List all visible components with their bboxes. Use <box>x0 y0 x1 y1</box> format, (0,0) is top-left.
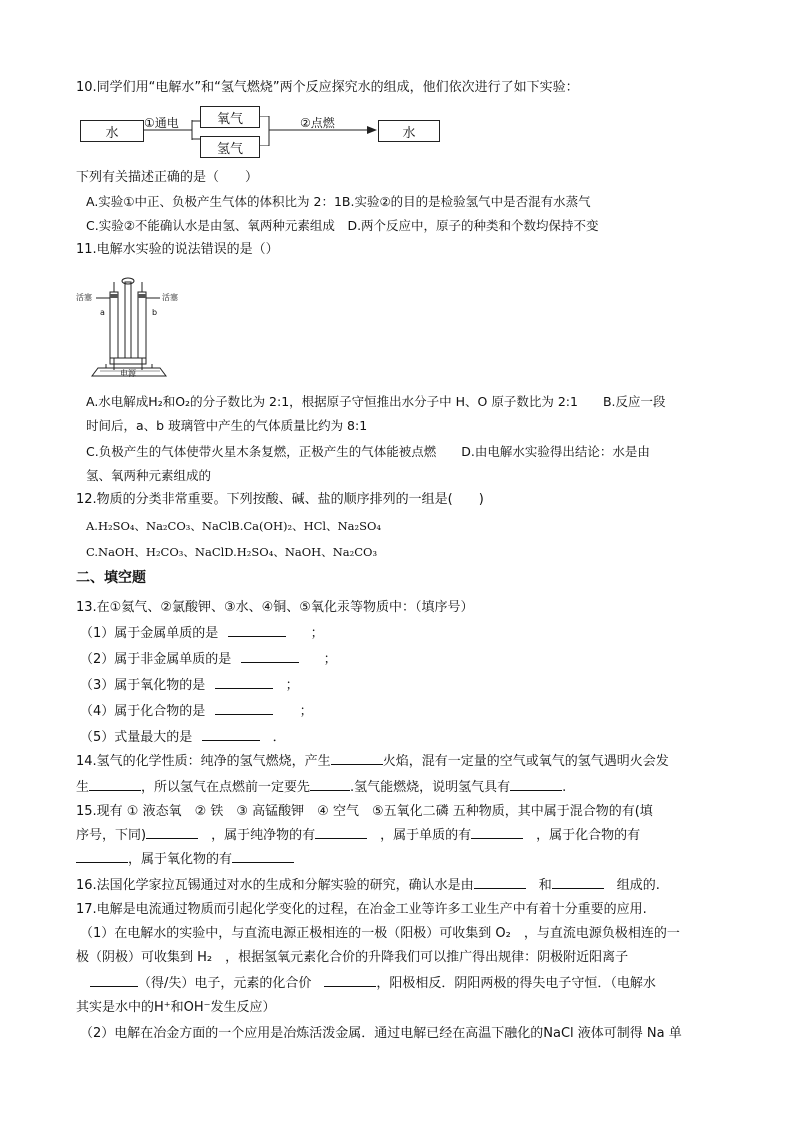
q10-option-d: D.两个反应中，原子的种类和个数均保持不变 <box>347 218 599 233</box>
q17-blank-electron[interactable] <box>90 972 138 987</box>
q14-blank-property[interactable] <box>510 776 562 791</box>
q13-sub5-text: （5）式量最大的是 <box>80 730 193 745</box>
q17-blank-valence[interactable] <box>324 972 376 987</box>
q13-sub4 <box>80 700 313 724</box>
q15-line3-text-b: ，属于氧化物的有 <box>128 852 233 867</box>
q14-line2-text-b: ，所以氢气在点燃前一定要先 <box>141 780 311 795</box>
q15-blank-element[interactable] <box>471 824 523 839</box>
q13-sub1 <box>80 622 324 646</box>
q17-line2: （1）在电解水的实验中，与直流电源正极相连的一极（阳极）可收集到 O₂ ，与直流电源负极相连的一 <box>80 926 680 941</box>
q16-line <box>76 874 726 898</box>
flow-oxygen-box <box>200 106 260 128</box>
q14-line2-text-a: 生 <box>76 780 90 795</box>
q10-option-a: A.实验①中正、负极产生气体的体积比为 2：1 <box>86 194 342 209</box>
q11-stem: 11.电解水实验的说法错误的是（） <box>76 242 279 257</box>
q11-option-d-start: D.由电解水实验得出结论：水是由 <box>461 444 650 459</box>
q11-option-a: A.水电解成H₂和O₂的分子数比为 2:1，根据原子守恒推出水分子中 H、O 原子数比为 2:1 <box>86 394 578 409</box>
q11-apparatus-figure <box>76 272 186 384</box>
q13-blank-3[interactable] <box>215 674 273 689</box>
q14-blank-flame[interactable] <box>331 750 383 765</box>
q12-options-line2: C.NaOH、H₂CO₃、NaClD.H₂SO₄、NaOH、Na₂CO₃ <box>86 545 378 559</box>
q10-option-b: B.实验②的目的是检验氢气中是否混有水蒸气 <box>341 194 591 209</box>
q13-sub1-semicolon: ； <box>310 626 324 641</box>
flow-hydrogen-box <box>200 136 260 158</box>
flow-water-in-box <box>80 120 144 142</box>
q16-text-c: 组成的. <box>616 878 660 893</box>
q11-option-b-start: B.反应一段 <box>602 394 666 409</box>
q11-option-b-line2: 时间后，a、b 玻璃管中产生的气体质量比约为 8:1 <box>86 418 368 433</box>
flow-oxygen: 氧气 <box>216 111 243 127</box>
q15-blank-pure[interactable] <box>315 824 367 839</box>
q17-line1: 17.电解是电流通过物质而引起化学变化的过程，在冶金工业等许多工业生产中有着十分重要的应用. <box>76 902 647 917</box>
q15-line2-text-d: ，属于化合物的有 <box>536 828 641 843</box>
q15-line2-text-b: ，属于纯净物的有 <box>211 828 316 843</box>
q15-line2-text-a: 序号，下同) <box>76 828 147 843</box>
q13-sub2 <box>80 648 337 672</box>
q13-blank-4[interactable] <box>215 700 273 715</box>
q13-blank-2[interactable] <box>241 648 299 663</box>
flow-hydrogen: 氢气 <box>216 141 243 157</box>
q11-option-c: C.负极产生的气体使带火星木条复燃，正极产生的气体能被点燃 <box>86 444 437 459</box>
q13-sub3-semicolon: ； <box>285 678 299 693</box>
flow-arrow-2 <box>259 116 379 146</box>
q17-line4 <box>76 972 726 996</box>
q13-sub4-semicolon: ； <box>299 704 313 719</box>
q14-line2-text-c: .氢气能燃烧，说明氢气具有 <box>350 780 511 795</box>
q15-blank-compound[interactable] <box>76 848 128 863</box>
q14-blank-result[interactable] <box>89 776 141 791</box>
q10-option-c: C.实验②不能确认水是由氢、氧两种元素组成 <box>86 218 335 233</box>
flow-arrow-1 <box>142 120 202 140</box>
apparatus-power-label: 电源 <box>120 369 136 378</box>
q14-line2 <box>76 776 726 800</box>
q10-options-ab <box>86 190 591 214</box>
flow-water-out: 水 <box>402 125 416 141</box>
q16-blank-1[interactable] <box>474 874 526 889</box>
q13-blank-1[interactable] <box>228 622 286 637</box>
q13-sub5 <box>80 726 286 750</box>
q14-line1-text-b: 火焰，混有一定量的空气或氧气的氢气遇明火会发 <box>382 754 669 769</box>
apparatus-tube-a-label: a <box>100 308 105 317</box>
q12-stem: 12.物质的分类非常重要。下列按酸、碱、盐的顺序排列的一组是( ) <box>76 492 484 507</box>
q10-stem: 10.同学们用“电解水”和“氢气燃烧”两个反应探究水的组成，他们依次进行了如下实验： <box>76 80 579 95</box>
q14-blank-precaution[interactable] <box>310 776 350 791</box>
q13-sub2-text: （2）属于非金属单质的是 <box>80 652 232 667</box>
q13-blank-5[interactable] <box>202 726 260 741</box>
q15-line3 <box>76 848 726 872</box>
apparatus-left-valve-label: 活塞 <box>76 293 92 302</box>
flow-water-out-box <box>378 120 440 142</box>
q10-options-cd <box>86 214 599 238</box>
q10-flow-diagram <box>78 106 448 162</box>
q11-option-d-line2: 氢、氧两种元素组成的 <box>86 468 212 483</box>
q16-text-a: 16.法国化学家拉瓦锡通过对水的生成和分解实验的研究，确认水是由 <box>76 878 474 893</box>
q16-text-b: 和 <box>538 878 552 893</box>
q15-line2-text-c: ，属于单质的有 <box>380 828 472 843</box>
q13-sub2-semicolon: ； <box>323 652 337 667</box>
q15-blank-mixture[interactable] <box>146 824 198 839</box>
q14-line1 <box>76 750 726 774</box>
apparatus-right-valve-label: 活塞 <box>162 293 178 302</box>
q17-line6: （2）电解在冶金方面的一个应用是冶炼活泼金属．通过电解已经在高温下融化的NaCl 液体可制得 Na 单 <box>80 1026 682 1041</box>
q13-sub3-text: （3）属于氧化物的是 <box>80 678 206 693</box>
q16-blank-2[interactable] <box>552 874 604 889</box>
apparatus-tube-b-label: b <box>152 308 158 317</box>
section-2-heading: 二、填空题 <box>76 570 146 586</box>
flow-step2-label: ②点燃 <box>300 116 335 130</box>
q13-stem: 13.在①氦气、②氯酸钾、③水、④铜、⑤氧化汞等物质中：（填序号） <box>76 600 474 615</box>
q14-line2-text-d: . <box>562 780 567 795</box>
q13-sub1-text: （1）属于金属单质的是 <box>80 626 219 641</box>
q14-line1-text-a: 14.氢气的化学性质：纯净的氢气燃烧，产生 <box>76 754 331 769</box>
q11-option-ab-line1 <box>86 390 666 414</box>
flow-step1-label: ①通电 <box>144 116 179 130</box>
q17-line4-text-a: （得/失）电子，元素的化合价 <box>138 976 312 991</box>
flow-water-in: 水 <box>105 125 119 141</box>
q17-line3: 极（阴极）可收集到 H₂ ，根据氢氧元素化合价的升降我们可以推广得出规律：阴极附近阳离子 <box>76 950 629 965</box>
q13-sub3 <box>80 674 299 698</box>
q12-options-line1: A.H₂SO₄、Na₂CO₃、NaClB.Ca(OH)₂、HCl、Na₂SO₄ <box>86 519 382 533</box>
q15-line2 <box>76 824 726 848</box>
q13-sub5-period: ． <box>272 730 286 745</box>
q10-prompt: 下列有关描述正确的是（ ） <box>76 170 259 185</box>
q17-line5: 其实是水中的H⁺和OH⁻发生反应） <box>76 1000 276 1015</box>
q11-option-cd-line <box>86 440 650 464</box>
q15-line1: 15.现有 ① 液态氧 ② 铁 ③ 高锰酸钾 ④ 空气 ⑤五氧化二磷 五种物质，其中属于混合物的有(填 <box>76 804 653 819</box>
q15-blank-oxide[interactable] <box>232 848 294 863</box>
q13-sub4-text: （4）属于化合物的是 <box>80 704 206 719</box>
q17-line4-text-b: ，阳极相反．阴阳两极的得失电子守恒．（电解水 <box>376 976 656 991</box>
